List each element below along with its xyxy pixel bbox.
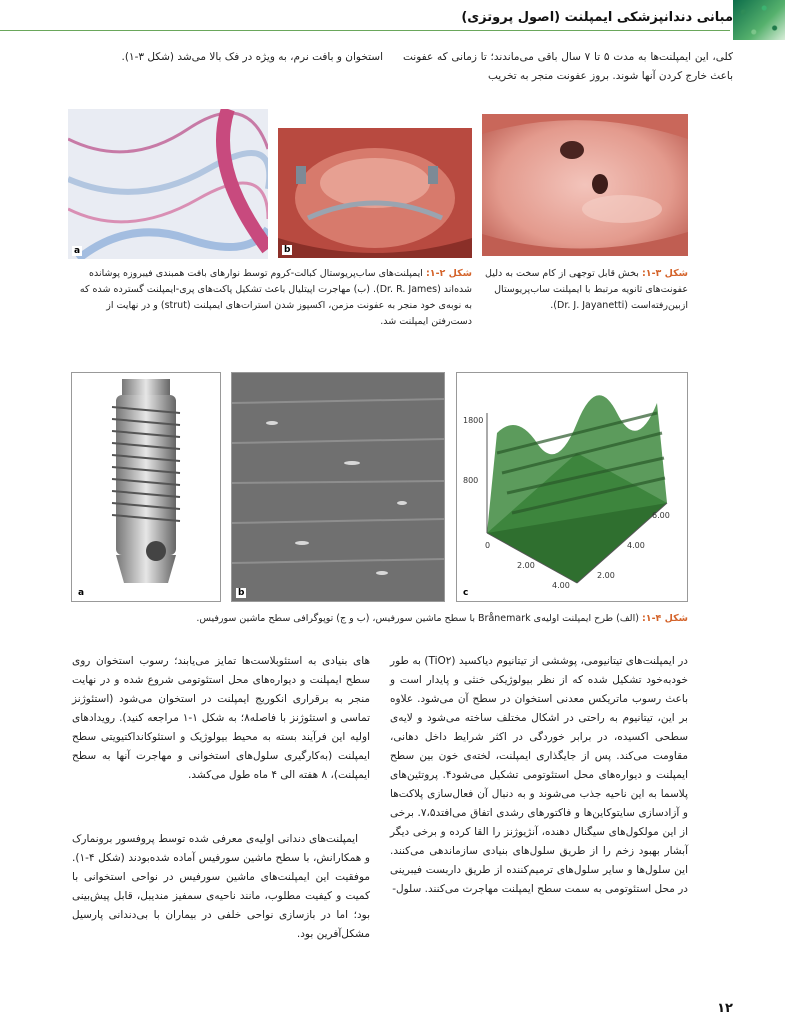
figure-2a-label: a (74, 246, 81, 256)
figure-3-caption-text: بخش قابل توجهی از کام سخت به دلیل عفونت‌های ثانویه مرتبط با ایمپلنت ساب‌پریوستال ازبین‌رفته‌است (Dr. J. Jayanetti). (485, 268, 688, 311)
figure-2b-photo (278, 128, 472, 258)
figure-4b-label: b (238, 588, 245, 598)
figure-4c-label: c (463, 588, 469, 598)
y-tick-6: 6.00 (652, 511, 670, 520)
body-left-column-p2: ایمپلنت‌های دندانی اولیه‌ی معرفی شده توسط پروفسور برونمارک و همکارانش، با سطح ماشین سورفیس آماده شده‌بودند (شکل ۴-۱). موفقیت این ایمپلنت‌های ماشین سورفیس در نواحی استخوانی با کمیت و کیفیت مطلوب، مانند ناحیه‌ی سمفیز منديبل، قابل پیش‌بینی بود؛ اما در بازسازی نواحی خلفی در بیماران با بی‌دندانی پارسیل مشکل‌آفرین بود. (72, 833, 370, 940)
figure-3-photo (482, 114, 688, 256)
figure-2-caption (72, 266, 472, 330)
y-tick-4: 4.00 (627, 541, 645, 550)
figure-4-caption-label: شکل ۴-۱: (641, 613, 688, 624)
page-header (0, 0, 785, 40)
figure-2a-histology (68, 109, 268, 259)
figure-4a-implant (71, 372, 221, 602)
x-tick-4: 4.00 (552, 581, 570, 590)
header-rule (0, 30, 730, 31)
figure-4a-label: a (78, 588, 85, 598)
body-right-column: در ایمپلنت‌های تیتانیومی، پوششی از تیتانیوم دیاکسید (TiO۲) به طور خودبه‌خود تشکیل شده که از نظر بیولوژیکی خنثی و پایدار است و باعث رسوب ماتریکس معدنی استخوان در سطح آن می‌شود. علاوه بر این، تیتانیوم به راحتی در اشکال مختلف ساخته می‌شود و لایه‌ی سطحی اکسیده، در برابر خوردگی در اکثر شرایط داخل دهانی، مقاومت می‌کند. پس از جایگذاری ایمپلنت، لخته‌ی خون بین سطح ایمپلنت و دیواره‌های محل استئوتومی تشکیل می‌شود۴. پروتئین‌های پلاسما به این ناحیه جذب می‌شوند و به دنبال آن فعال‌سازی پلاکت‌ها و آزادسازی سایتوکاین‌ها و فاکتورهای رشدی اتفاق می‌افتد۷،۵. برخی از این مولکول‌های سیگنال دهنده، آنژیوژنز را القا کرده و برخی دیگر آبشار بهبود زخم را از طریق سلول‌های بنیادی سازماندهی می‌کنند. این سلول‌ها و سایر سلول‌های ترمیم‌کننده از طریق داربست فیبرینی در محل استئوتومی به سمت سطح ایمپلنت مهاجرت می‌کنند. سلول- (390, 655, 688, 895)
figure-4c-topography (456, 372, 688, 602)
y-tick-2: 2.00 (597, 571, 615, 580)
body-left-column-p1: های بنیادی به استئوبلاست‌ها تمایز می‌یابند؛ رسوب استخوان روی سطح ایمپلنت و دیواره‌های محل استئوتومی شروع شده و در نهایت منجر به برقراری انکوریج ایمپلنت در استخوان می‌شود (استئوژنز تماسی و استئوژنز با فاصله۸؛ به شکل ۱-۱ مراجعه کنید). رویدادهای اولیه این فرآیند بسته به محیط بیولوژیک و استئوکانداکتیویتی سطح ایمپلنت (به‌کارگیری سلول‌های استخوانی و مهاجرت آنها به سطح ایمپلنت)، ۸ هفته الی ۴ ماه طول می‌کشد. (72, 655, 370, 781)
z-tick-1800: 1800 (463, 416, 484, 425)
figure-3-caption (482, 266, 688, 314)
figure-3-caption-label: شکل ۳-۱: (641, 268, 688, 279)
running-title: مبانی دندانپزشکی ایمپلنت (اصول پروتزی) (461, 10, 733, 25)
x-tick-0: 0 (485, 541, 491, 550)
figure-4b-sem (231, 372, 445, 602)
page-number: ۱۲ (717, 1001, 733, 1016)
top-text-right: کلی، این ایمپلنت‌ها به مدت ۵ تا ۷ سال باقی می‌ماندند؛ تا زمانی که عفونت باعث خارج کردن آنها شوند. بروز عفونت منجر به تخریب (403, 51, 734, 82)
figure-2-caption-text: ایمپلنت‌های ساب‌پریوستال کبالت-کروم توسط نوارهای بافت همبندی فیبروزه پوشانده شده‌اند (Dr. R. James). (ب) مهاجرت اپیتلیال باعث تشکیل پاکت‌های پری-ایمپلنت گسترده شده که به نوبه‌ی خود منجر به عفونت مزمن، اکسپوز شدن استرات‌های ایمپلنت (strut) و در نهایت از دست‌رفتن ایمپلنت شد. (79, 268, 472, 327)
figure-4-caption-text: (الف) طرح ایمپلنت اولیه‌ی Brånemark با سطح ماشین سورفیس، (ب و ج) توپوگرافی سطح ماشین سورفیس. (196, 613, 642, 624)
z-tick-800: 800 (463, 476, 479, 485)
header-decoration (733, 0, 785, 40)
x-tick-2: 2.00 (517, 561, 535, 570)
figure-4-caption (73, 611, 688, 627)
figure-2-caption-label: شکل ۲-۱: (425, 268, 472, 279)
figure-2b-label: b (284, 245, 291, 255)
top-text-left: استخوان و بافت نرم، به ویژه در فک بالا می‌شد (شکل ۳-۱). (121, 51, 383, 63)
